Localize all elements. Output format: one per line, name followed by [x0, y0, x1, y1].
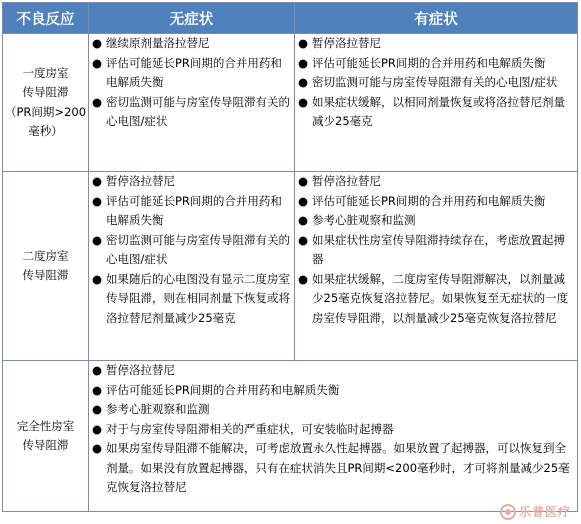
bullet-dot: ● — [298, 75, 309, 89]
table-row — [3, 172, 578, 361]
reaction-label-line: 毫秒） — [28, 124, 63, 138]
asymptomatic-cell — [89, 172, 295, 361]
bullet-text: 参考心脏观察和监测 — [312, 213, 416, 227]
reaction-cell — [3, 361, 89, 512]
bullet-text: 暂停洛拉替尼 — [106, 174, 175, 188]
bullet-text: 评估可能延长PR间期的合并用药和电解质失衡 — [312, 55, 546, 70]
reaction-cell — [3, 34, 89, 172]
adverse-reaction-table — [2, 2, 578, 512]
bullet-text: 参考心脏观察和监测 — [106, 402, 210, 416]
bullet-item — [92, 93, 291, 132]
bullet-item — [92, 231, 291, 270]
bullet-dot: ● — [298, 94, 309, 109]
watermark-logo-icon — [500, 504, 516, 520]
bullet-dot: ● — [298, 193, 309, 208]
reaction-label-line: 完全性房室 — [16, 418, 75, 433]
header-asymptomatic: 无症状 — [89, 3, 295, 34]
bullet-item — [298, 231, 574, 270]
merged-management-cell — [89, 361, 578, 512]
bullet-text: 密切监测可能与房室传导阻滞有关的心电图/症状 — [106, 232, 290, 266]
table-row — [3, 34, 578, 172]
bullet-item — [92, 192, 291, 231]
bullet-item — [298, 34, 574, 54]
bullet-text: 暂停洛拉替尼 — [312, 36, 381, 50]
bullet-dot: ● — [92, 36, 103, 50]
bullet-text: 密切监测可能与房室传导阻滞有关的心电图/症状 — [106, 94, 290, 128]
bullet-item — [298, 192, 574, 212]
bullet-item — [92, 381, 574, 401]
bullet-dot: ● — [92, 55, 103, 70]
bullet-text: 评估可能延长PR间期的合并用药和电解质失衡 — [312, 193, 546, 208]
reaction-label-line: 二度房室 — [22, 248, 69, 263]
bullet-dot: ● — [92, 94, 103, 109]
bullet-item — [92, 270, 291, 329]
bullet-dot: ● — [92, 174, 103, 188]
bullet-item — [92, 361, 574, 381]
bullet-item — [92, 54, 291, 93]
bullet-item — [92, 34, 291, 54]
bullet-text: 如果症状性房室传导阻滞持续存在，考虑放置起搏器 — [312, 232, 565, 266]
bullet-text: 暂停洛拉替尼 — [312, 174, 381, 188]
bullet-text: 如果随后的心电图没有显示二度房室传导阻滞，则在相同剂量下恢复或将洛拉替尼剂量减少25毫克 — [106, 271, 290, 325]
table-header-row — [3, 3, 578, 34]
watermark — [500, 503, 571, 520]
bullet-text: 如果症状缓解，以相同剂量恢复或将洛拉替尼剂量减少25毫克 — [312, 94, 565, 128]
reaction-label-line: 传导阻滞 — [22, 438, 69, 452]
bullet-dot: ● — [92, 402, 103, 416]
bullet-item — [298, 73, 574, 93]
bullet-item — [92, 439, 574, 498]
bullet-dot: ● — [92, 193, 103, 208]
bullet-item — [92, 420, 574, 440]
bullet-item — [298, 211, 574, 231]
bullet-dot: ● — [92, 382, 103, 397]
reaction-label-line: 传导阻滞 — [22, 268, 69, 282]
bullet-text: 如果症状缓解，二度房室传导阻滞解决，以剂量减少25毫克恢复洛拉替尼。如果恢复至无症状的一度房室传导阻滞，以剂量减少25毫克恢复洛拉替尼 — [312, 271, 569, 325]
table-row — [3, 361, 578, 512]
asymptomatic-cell — [89, 34, 295, 172]
bullet-dot: ● — [92, 232, 103, 247]
bullet-text: 对于与房室传导阻滞相关的严重症状，可安装临时起搏器 — [106, 421, 394, 436]
symptomatic-cell — [295, 172, 578, 361]
bullet-item — [92, 172, 291, 192]
bullet-dot: ● — [92, 363, 103, 377]
bullet-dot: ● — [298, 174, 309, 188]
bullet-text: 密切监测可能与房室传导阻滞有关的心电图/症状 — [312, 75, 558, 89]
bullet-dot: ● — [298, 271, 309, 286]
bullet-text: 评估可能延长PR间期的合并用药和电解质失衡 — [106, 382, 340, 397]
reaction-label-line: 传导阻滞 — [22, 85, 69, 99]
reaction-label-line: 一度房室 — [22, 65, 69, 80]
bullet-item — [298, 93, 574, 132]
header-reaction: 不良反应 — [3, 3, 89, 34]
bullet-text: 暂停洛拉替尼 — [106, 363, 175, 377]
bullet-dot: ● — [298, 213, 309, 227]
reaction-cell — [3, 172, 89, 361]
bullet-dot: ● — [298, 36, 309, 50]
bullet-text: 如果房室传导阻滞不能解决，可考虑放置永久性起搏器。如果放置了起搏器，可以恢复到全剂量。如果没有放置起搏器，只有在症状消失且PR间期<200毫秒时，才可将剂量减少25毫克恢复洛拉替尼 — [106, 441, 570, 494]
reaction-label-line: （PR间期>200 — [5, 104, 87, 119]
symptomatic-cell — [295, 34, 578, 172]
bullet-text: 评估可能延长PR间期的合并用药和电解质失衡 — [106, 55, 282, 89]
bullet-item — [298, 54, 574, 74]
header-symptomatic: 有症状 — [295, 3, 578, 34]
bullet-dot: ● — [298, 55, 309, 70]
watermark-text: 乐普医疗 — [518, 505, 571, 519]
bullet-item — [298, 270, 574, 329]
bullet-dot: ● — [92, 441, 103, 455]
bullet-text: 继续原剂量洛拉替尼 — [106, 36, 210, 50]
bullet-item — [92, 400, 574, 420]
bullet-dot: ● — [92, 421, 103, 436]
bullet-dot: ● — [298, 232, 309, 247]
bullet-text: 评估可能延长PR间期的合并用药和电解质失衡 — [106, 193, 282, 227]
bullet-item — [298, 172, 574, 192]
bullet-dot: ● — [92, 271, 103, 286]
